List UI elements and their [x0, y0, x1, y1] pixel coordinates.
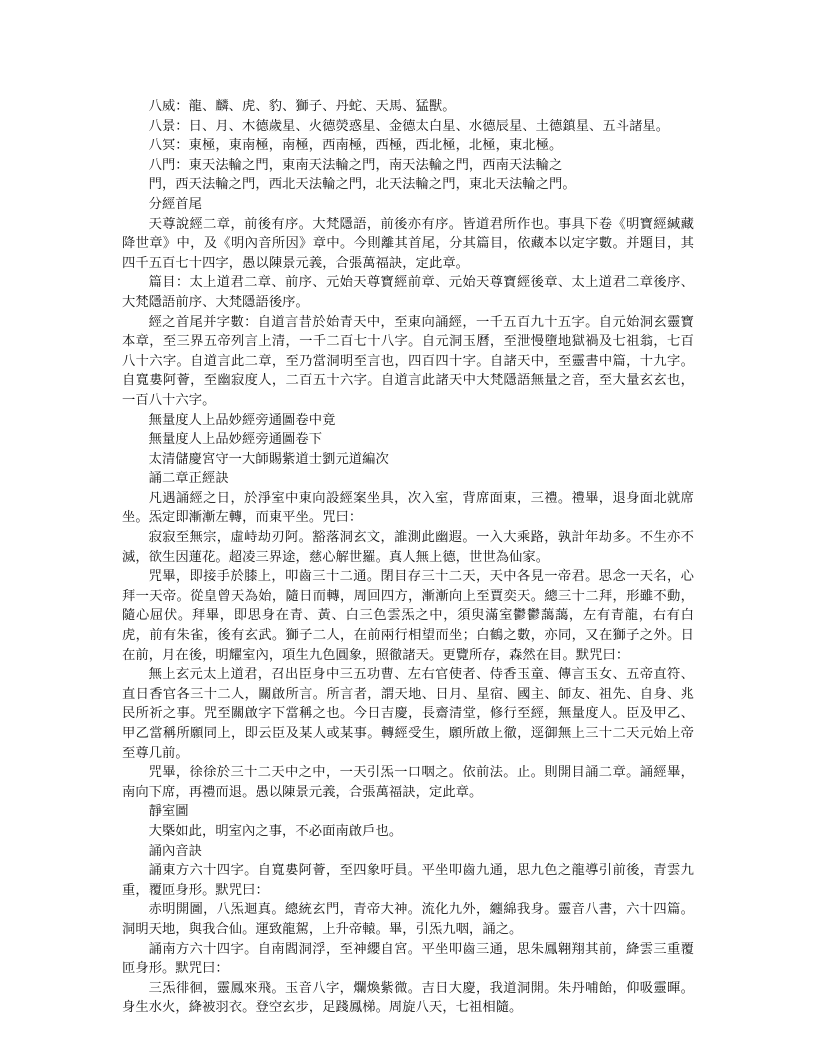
section-heading: 無量度人上品妙經旁通圖卷下: [148, 432, 323, 448]
paragraph: 大槩如此，明室內之事，不必面南啟戶也。: [148, 823, 403, 839]
paragraph: 八威：龍、麟、虎、豹、獅子、丹蛇、天馬、猛獸。: [148, 99, 456, 114]
paragraph: 經之首尾并字數：自道言昔於始青天中，至東向誦經，一千五百九十五字。自元始洞玄靈寶本章，至三界五帝列言上清，一千二百七十八字。自元洞玉曆，至泄慢墮地獄禍及七祖翁，七百八十六字。自道言此二章，至乃當洞明至言也，四百四十字。自諸天中，至靈書中篇，十九字。自寬婁阿薈，至幽寂度人，二百五十六字。自道言此諸天中大梵隱語無量之音，至大量玄玄也，一百八十六字。: [122, 314, 694, 408]
document-page: [122, 97, 694, 1018]
paragraph: 寂寂至無宗，虛峙劫刃阿。豁落洞玄文，誰測此幽遐。一入大乘路，孰計年劫多。不生亦不滅，欲生因蓮花。超凌三界途，慈心解世羅。真人無上德，世世為仙家。: [122, 530, 694, 565]
paragraph: 誦東方六十四字。自寬婁阿薈，至四象吁員。平坐叩齒九通，思九色之龍導引前後，青雲九重，覆匝身形。默咒曰：: [122, 863, 694, 898]
paragraph: 凡遇誦經之日，於淨室中東向設經案坐具，次入室，背席面東，三禮。禮畢，退身面北就席坐。炁定即漸漸左轉，而東平坐。咒曰：: [122, 490, 694, 526]
paragraph: 八景：日、月、木德歲星、火德熒惑星、金德太白星、水德辰星、土德鎮星、五斗諸星。: [148, 118, 670, 134]
paragraph: 無上玄元太上道君，召出臣身中三五功曹、左右官使者、侍香玉童、傳言玉女、五帝直符、直日香官各三十二人，關啟所言。所言者，謂天地、日月、星宿、國主、師友、祖先、自身、兆民所祈之事。咒至關啟字下當稱之也。今日吉慶，長齋清堂，修行至經，無量度人。臣及甲乙、甲乙當稱所願同上，即云臣及某人或某事。轉經受生，願所啟上徹，逕御無上三十二天元始上帝至尊几前。: [122, 667, 694, 761]
paragraph: 篇目：太上道君二章、前序、元始天尊寶經前章、元始天尊寶經後章、太上道君二章後序、大梵隱語前序、大梵隱語後序。: [122, 275, 694, 310]
paragraph: 誦南方六十四字。自南閻洞浮，至神纓自宮。平坐叩齒三通，思朱鳳翱翔其前，絳雲三重覆匝身形。默咒曰：: [122, 941, 694, 977]
paragraph: 門，西天法輪之門，西北天法輪之門，北天法輪之門，東北天法輪之門。: [148, 177, 576, 193]
section-heading: 無量度人上品妙經旁通圖卷中竟: [148, 412, 336, 428]
section-heading: 靜室圖: [148, 804, 189, 820]
section-heading: 誦內音訣: [148, 843, 202, 859]
section-heading: 分經首尾: [148, 196, 202, 212]
paragraph: 八門：東天法輪之門，東南天法輪之門，南天法輪之門，西南天法輪之: [148, 157, 563, 173]
paragraph: 八冥：東極，東南極，南極，西南極，西極，西北極，北極，東北極。: [148, 138, 563, 154]
paragraph: 咒畢，徐徐於三十二天中之中，一天引炁一口咽之。依前法。止。則開目誦二章。誦經畢，南向下席，再禮而退。愚以陳景元義，合張萬福訣，定此章。: [122, 765, 694, 800]
section-heading: 誦二章正經訣: [148, 471, 229, 487]
paragraph: 咒畢，即接手於膝上，叩齒三十二通。閉目存三十二天，天中各見一帝君。思念一天名，心拜一天帝。從皇曾天為始，隨日而轉，周回四方，漸漸向上至賈奕天。總三十二拜，形雖不動，隨心屈伏。拜畢，即思身在青、黃、白三色雲炁之中，須臾滿室鬱鬱藹藹，左有青龍，右有白虎，前有朱雀，後有玄武。獅子二人，在前兩行相望而坐；白鶴之數，亦同，又在獅子之外。日在前，月在後，明耀室內，項生九色圓象，照徹諸天。更覽所存，森然在目。默咒曰：: [122, 569, 694, 663]
paragraph: 天尊說經二章，前後有序。大梵隱語，前後亦有序。皆道君所作也。事具下卷《明寶經緘藏降世章》中，及《明內音所因》章中。今則離其首尾，分其篇目，依藏本以定字數。并題目，其四千五百七十四字，愚以陳景元義，合張萬福訣，定此章。: [122, 216, 694, 271]
paragraph: 赤明開圖，八炁迴真。總統玄門，青帝大神。流化九外，纏綿我身。靈音八書，六十四篇。洞明天地，與我合仙。運致龍駕，上升帝轅。畢，引炁九咽，誦之。: [122, 902, 694, 937]
paragraph: 三炁徘徊，靈鳳來飛。玉音八字，爛煥紫微。吉日大慶，我道洞開。朱丹哺飴，仰吸靈暉。身生水火，絳被羽衣。登空玄步，足踐鳳梯。周旋八天，七祖相隨。: [122, 980, 694, 1016]
section-heading: 太清儲慶宮守一大師賜紫道士劉元道編次: [148, 451, 389, 467]
